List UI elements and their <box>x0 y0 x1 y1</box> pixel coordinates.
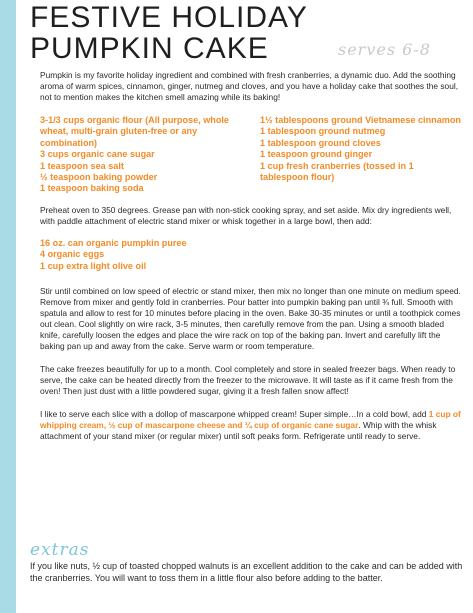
ingredient-item: 1 cup fresh cranberries (tossed in 1 tablespoon flour) <box>260 160 414 183</box>
dry-ingredients <box>40 115 464 195</box>
wet-ingredients <box>40 238 464 272</box>
recipe-body <box>40 70 464 454</box>
serving-text-before: I like to serve each slice with a dollop of mascarpone whipped cream! Super simple…In a cold bowl, add <box>40 409 429 420</box>
ingredient-item: 1 teaspoon sea salt <box>40 160 124 171</box>
extras-heading: extras <box>30 540 90 560</box>
ingredient-item: 1 tablespoon ground nutmeg <box>260 126 386 137</box>
ingredients-left-column <box>40 115 244 195</box>
step-freezing: The cake freezes beautifully for up to a month. Cool completely and store in sealed freezer bags. When ready to serve, the cake can be heated directly from the freezer to the microwave. It will taste as if it came fresh from the oven! Then just dust with a little powdered sugar, giving it a fresh fallen snow affect! <box>40 364 456 397</box>
ingredient-item: 1 tablespoon ground cloves <box>260 137 381 148</box>
serving-paragraph <box>40 409 464 442</box>
ingredients-right-column <box>260 115 464 195</box>
wet-ingredient-item: 16 oz. can organic pumpkin puree <box>40 237 187 248</box>
sidebar-stripe <box>0 0 16 613</box>
title-line-1: FESTIVE HOLIDAY <box>30 1 308 34</box>
serving-text-after: . Whip with the whisk attachment of your stand mixer (or regular mixer) until soft peaks form. Refrigerate until ready to serve. <box>40 420 437 442</box>
title-line-2: PUMPKIN CAKE <box>30 32 269 65</box>
ingredient-item: 1 teaspoon baking soda <box>40 183 144 194</box>
ingredient-item: 3 cups organic cane sugar <box>40 149 155 160</box>
wet-ingredient-item: 4 organic eggs <box>40 249 105 260</box>
intro-paragraph: Pumpkin is my favorite holiday ingredient and combined with fresh cranberries, a dynamic duo. Add the soothing aroma of warm spices, cinnamon, ginger, nutmeg and cloves, and you have a holiday cake that soothes the soul, not to mention makes the kitchen smell amazing while its baking! <box>40 70 459 102</box>
step-preheat: Preheat oven to 350 degrees. Grease pan with non-stick cooking spray, and set aside. Mix dry ingredients well, with paddle attachment of electric stand mixer or whisk together in a large bowl, then add: <box>40 204 452 226</box>
ingredient-item: 1½ tablespoons ground Vietnamese cinnamon <box>260 115 461 125</box>
serves-label: serves 6-8 <box>338 40 431 59</box>
extras-paragraph: If you like nuts, ½ cup of toasted chopped walnuts is an excellent addition to the cake and can be added with the cranberries. You will want to toss them in a little flour also before adding to the batter. <box>30 561 463 583</box>
ingredient-item: 3-1/3 cups organic flour (All purpose, whole wheat, multi-grain gluten-free or any combination) <box>40 115 229 148</box>
step-mix-bake: Stir until combined on low speed of electric or stand mixer, then mix no longer than one minute on medium speed. Remove from mixer and gently fold in cranberries. Pour batter into pumpkin baking pan until ¾ full. Smooth with spatula and allow to rest for 10 minutes before placing in the oven. Bake 30-35 minutes or until a toothpick comes out clean. Cool slightly on wire rack, 3-5 minutes, then carefully remove from the pan. Using a smooth bladed knife, carefully loosen the edges and place the wire rack on top of the baking pan. Invert and carefully lift the baking pan up and away from the cake. Serve warm or room temperature. <box>40 286 461 352</box>
wet-ingredient-item: 1 cup extra light olive oil <box>40 260 147 271</box>
ingredient-item: ½ teaspoon baking powder <box>40 172 158 183</box>
serving-highlight: 1 cup of whipping cream, ½ cup of mascarpone cheese and ¼ cup of organic cane sugar <box>40 409 461 431</box>
ingredient-item: 1 teaspoon ground ginger <box>260 149 373 160</box>
